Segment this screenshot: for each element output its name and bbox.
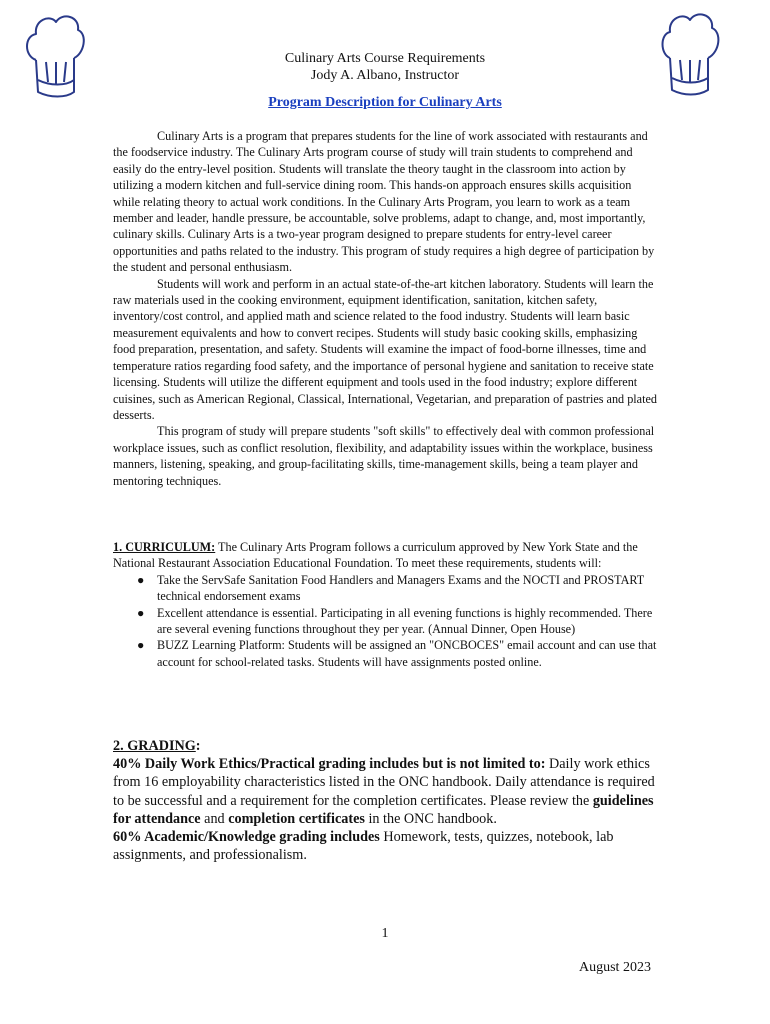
grading-heading: 2. GRADING: bbox=[113, 738, 201, 754]
list-item: ● Excellent attendance is essential. Participating in all evening functions is highly recommended. There are several evening functions throughout they per year. (Annual Dinner, Open House) bbox=[137, 605, 653, 637]
paragraph-lab: Students will work and perform in an actual state-of-the-art kitchen laboratory. Students will learn the raw materials used in the cooking environment, equipment identification, sanitation, kitchen safety, inventory/cost control, and applied math and science related to the food industry. Students will learn basic measurement equivalents and how to convert recipes. Students will study basic cooking skills, emphasizing food preparation, presentation, and safety. Students will examine the impact of food-borne illnesses, time and temperature ratios regarding food safety, and the importance of personal hygiene and sanitation to receive state licensing. Students will utilize the different equipment and tools used in the food industry; explore different cuisines, such as American Regional, Classical, International, Vegetarian, and preparation of pastries and plated desserts. bbox=[113, 276, 657, 422]
document-date: August 2023 bbox=[579, 960, 651, 975]
program-description bbox=[113, 128, 658, 489]
curriculum-intro: 1. CURRICULUM: The Culinary Arts Program follows a curriculum approved by New York State and the National Restaurant Association Educational Foundation. To meet these requirements, students will: bbox=[113, 540, 638, 571]
curriculum-section bbox=[113, 539, 658, 670]
page-number: 1 bbox=[381, 926, 389, 941]
bullet-icon: ● bbox=[137, 605, 145, 620]
paragraph-intro: Culinary Arts is a program that prepares students for the line of work associated with restaurants and the foodservice industry. The Culinary Arts program course of study will train students to comprehend and easily do the entry-level position. Students will translate the theory taught in the classroom into action by utilizing a modern kitchen and full-service dining room. This hands-on approach ensures skills acquisition while relating theory to actual work conditions. In the Culinary Arts Program, you learn to work as a team member and leader, handle pressure, be accountable, solve problems, adapt to change, and, most importantly, culinary skills. Culinary Arts is a two-year program designed to prepare students for entry-level career opportunities and paths related to the industry. This program of study requires a high degree of participation by the student and personal enthusiasm. bbox=[113, 129, 655, 275]
program-description-heading: Program Description for Culinary Arts bbox=[268, 95, 502, 110]
bullet-icon: ● bbox=[137, 572, 145, 587]
grading-daily-work: 40% Daily Work Ethics/Practical grading includes but is not limited to: Daily work ethics from 16 employability characteristics listed in the ONC handbook. Daily attendance is required to be successful and a requirement for the completion certificates. Please review the guidelines for attendance and completion certificates in the ONC handbook. bbox=[113, 756, 655, 827]
document-title: Culinary Arts Course Requirements bbox=[284, 51, 486, 66]
curriculum-list bbox=[113, 572, 658, 670]
list-item: ● BUZZ Learning Platform: Students will be assigned an "ONCBOCES" email account and can use that account for school-related tasks. Students will have assignments posted online. bbox=[137, 638, 657, 669]
grading-section bbox=[113, 737, 658, 864]
document-header bbox=[0, 50, 770, 84]
grading-academic: 60% Academic/Knowledge grading includes Homework, tests, quizzes, notebook, lab assignments, and professionalism. bbox=[113, 829, 614, 864]
list-item: ● Take the ServSafe Sanitation Food Handlers and Managers Exams and the NOCTI and PROSTART technical endorsement exams bbox=[137, 572, 644, 604]
bullet-icon: ● bbox=[137, 638, 145, 653]
instructor-name: Jody A. Albano, Instructor bbox=[310, 68, 460, 83]
paragraph-soft-skills: This program of study will prepare students "soft skills" to effectively deal with common professional workplace issues, such as conflict resolution, flexibility, and adaptability issues within the workplace, business manners, listening, speaking, and group-facilitating skills, time-management skills, being a team player and mentoring techniques. bbox=[113, 424, 655, 488]
curriculum-heading: 1. CURRICULUM: bbox=[113, 540, 216, 554]
